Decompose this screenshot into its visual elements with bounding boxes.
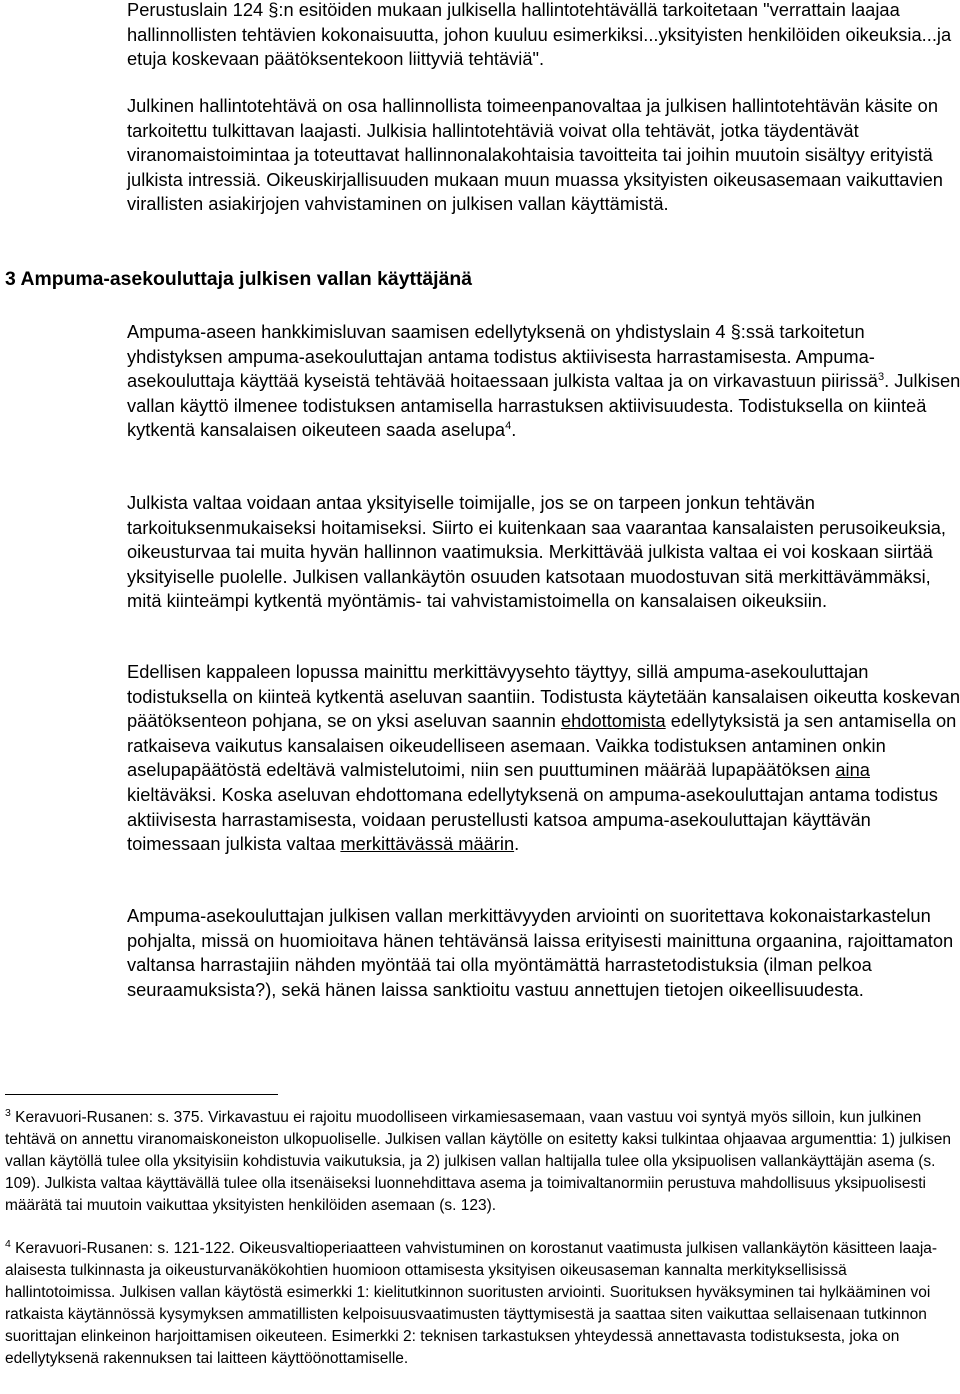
paragraph-delegation-of-power: Julkista valtaa voidaan antaa yksityiselle toimijalle, jos se on tarpeen jonkun tehtävän tarkoituksenmukaiseksi hoitamiseksi. Siirto ei kuitenkaan saa vaarantaa kansalaisten perusoikeuksia, oikeusturvaa tai muita hyvän hallinnon vaatimuksia. Merkittävää julkista valtaa ei voi koskaan siirtää yksityiselle puolelle. Julkisen vallankäytön osuuden katsotaan muodostuvan sitä merkittävämmäksi, mitä kiinteämpi kytkentä myöntämis- tai vahvistamistoimella on kansalaisen oikeuksiin. [127,492,947,612]
paragraph-text: Edellisen kappaleen lopussa mainittu merkittävyysehto täyttyy, sillä ampuma-asekouluttajan todistuksella on kiinteä kytkentä aseluvan saantiin. Todistusta käytetään kansalaisen oikeutta koskevan päätöksenteon pohjana, se on yksi aseluvan saannin [127,661,960,732]
underlined-text: ehdottomista [560,710,666,732]
paragraph-overall-assessment: Ampuma-asekouluttajan julkisen vallan merkittävyyden arviointi on suoritettava kokonaistarkastelun pohjalta, missä on huomioitava hänen tehtävänsä laissa erityisesti mainittuna orgaanina, rajoittamaton valtansa harrastajiin nähden myöntää tai olla myöntämättä harrastetodistuksia (ilman pelkoa seuraamuksista?), sekä hänen laissa sanktioitu vastuu annettujen tietojen oikeellisuudesta. [127,905,954,1000]
lead-paragraph: Perustuslain 124 §:n esitöiden mukaan julkisella hallintotehtävällä tarkoitetaan "verrattain laajaa hallinnollisten tehtävien kokonaisuutta, johon kuuluu esimerkiksi...yksityisten henkilöiden oikeuksia...ja etuja koskevaan päätöksentekoon liittyviä tehtäviä". [127,0,952,70]
footnote-4 [5,1238,955,1369]
paragraph-text: . [514,833,520,855]
footnote-ref-3[interactable]: 3 [877,371,885,384]
footnote-number: 3 [5,1106,11,1119]
underlined-text: merkittävässä määrin [340,833,515,855]
underlined-text: aina [835,759,870,781]
footnote-3 [5,1107,955,1217]
paragraph-text: . [511,419,517,441]
footnote-text: Keravuori-Rusanen: s. 121-122. Oikeusvaltioperiaatteen vahvistuminen on korostanut vaatimusta julkisen vallankäytön käsitteen laaja-alaisesta tulkinnasta ja oikeusturvanäkökohtien huomioon ottamisesta yksityisen oikeusaseman kannalta merkityksellisissä hallintotoimissa. Julkisen vallan käytöstä esimerkki 1: kielitutkinnon suoritusten arviointi. Suorituksen hyväksyminen tai hylkääminen voi ratkaista käytännössä kysymyksen ammatillisten kelpoisuusvaatimusten täyttymisestä ja saattaa siten vaikuttaa sellaisenaan tutkinnon suorittajan elinkeinon harjoittamisen oikeuteen. Esimerkki 2: teknisen tarkastuksen yhteydessä annettavasta todistuksesta, joka on edellytyksenä rakennuksen tai laitteen käyttöönottamiselle. [5,1240,938,1367]
footnote-divider [5,1094,278,1095]
paragraph-text: edellytyksistä ja sen antamisella on ratkaiseva vaikutus kansalaisen oikeudelliseen asemaan. Vaikka todistuksen antaminen onkin aselupapäätöstä edeltävä valmistelutoimi, niin sen puuttuminen määrää lupapäätöksen [127,710,957,781]
paragraph-firearm-instructor [127,320,960,443]
paragraph-significance-condition [127,660,960,857]
paragraph-text: Ampuma-aseen hankkimisluvan saamisen edellytyksenä on yhdistyslain 4 §:ssä tarkoitetun yhdistyksen ampuma-asekouluttajan antama todistus aktiivisesta harrastamisesta. Ampuma-asekouluttaja käyttää kyseistä tehtävää hoitaessaan julkista valtaa ja on virkavastuun piirissä [127,321,878,392]
section-heading: 3 Ampuma-asekouluttaja julkisen vallan käyttäjänä [5,268,472,290]
footnote-number: 4 [5,1237,11,1250]
paragraph-public-administrative-task: Julkinen hallintotehtävä on osa hallinnollista toimeenpanovaltaa ja julkisen hallintotehtävän käsite on tarkoitettu tulkittavan laajasti. Julkisia hallintotehtäviä voivat olla tehtävät, jotka täydentävät viranomaistoimintaa ja toteuttavat hallinnonalakohtaisia tavoitteita tai joihin muutoin sisältyy erityistä julkista intressiä. Oikeuskirjallisuuden mukaan muun muassa yksityisten oikeusasemaan vaikuttavien virallisten asiakirjojen vahvistaminen on julkisen vallan käyttämistä. [127,95,943,215]
footnote-text: Keravuori-Rusanen: s. 375. Virkavastuu ei rajoitu muodolliseen virkamiesasemaan, vaan vastuu voi syntyä myös silloin, kun julkinen tehtävä on annettu viranomaiskoneiston ulkopuoliselle. Julkisen vallan käytölle on esitetty kaksi tulkintaa ohjaavaa argumenttia: 1) julkisen vallan käytöllä tulee olla yksityisiin kohdistuvia vaikutuksia, ja 2) julkisen vallan haltijalla tulee olla yksipuolisen vallankäyttäjän asema (s. 109). Julkista valtaa käyttävällä tulee olla itsenäiseksi luonnehdittava asema ja toimivaltanormiin perustuva mahdollisuus yksipuolisesti määrätä tai muutoin vaikuttaa yksityisten henkilöiden asemaan (s. 123). [5,1109,952,1214]
paragraph-text: . Julkisen vallan käyttö ilmenee todistuksen antamisella harrastuksen aktiivisuudesta. Todistuksella on kiinteä kytkentä kansalaisen oikeuteen saada aselupa [127,370,960,441]
paragraph-text: kieltäväksi. Koska aseluvan ehdottomana edellytyksenä on ampuma-asekouluttajan antama todistus aktiivisesta harrastamisesta, voidaan perustellusti katsoa ampuma-asekouluttajan käyttävän toimessaan julkista valtaa [127,783,938,855]
footnote-ref-4[interactable]: 4 [505,420,512,433]
